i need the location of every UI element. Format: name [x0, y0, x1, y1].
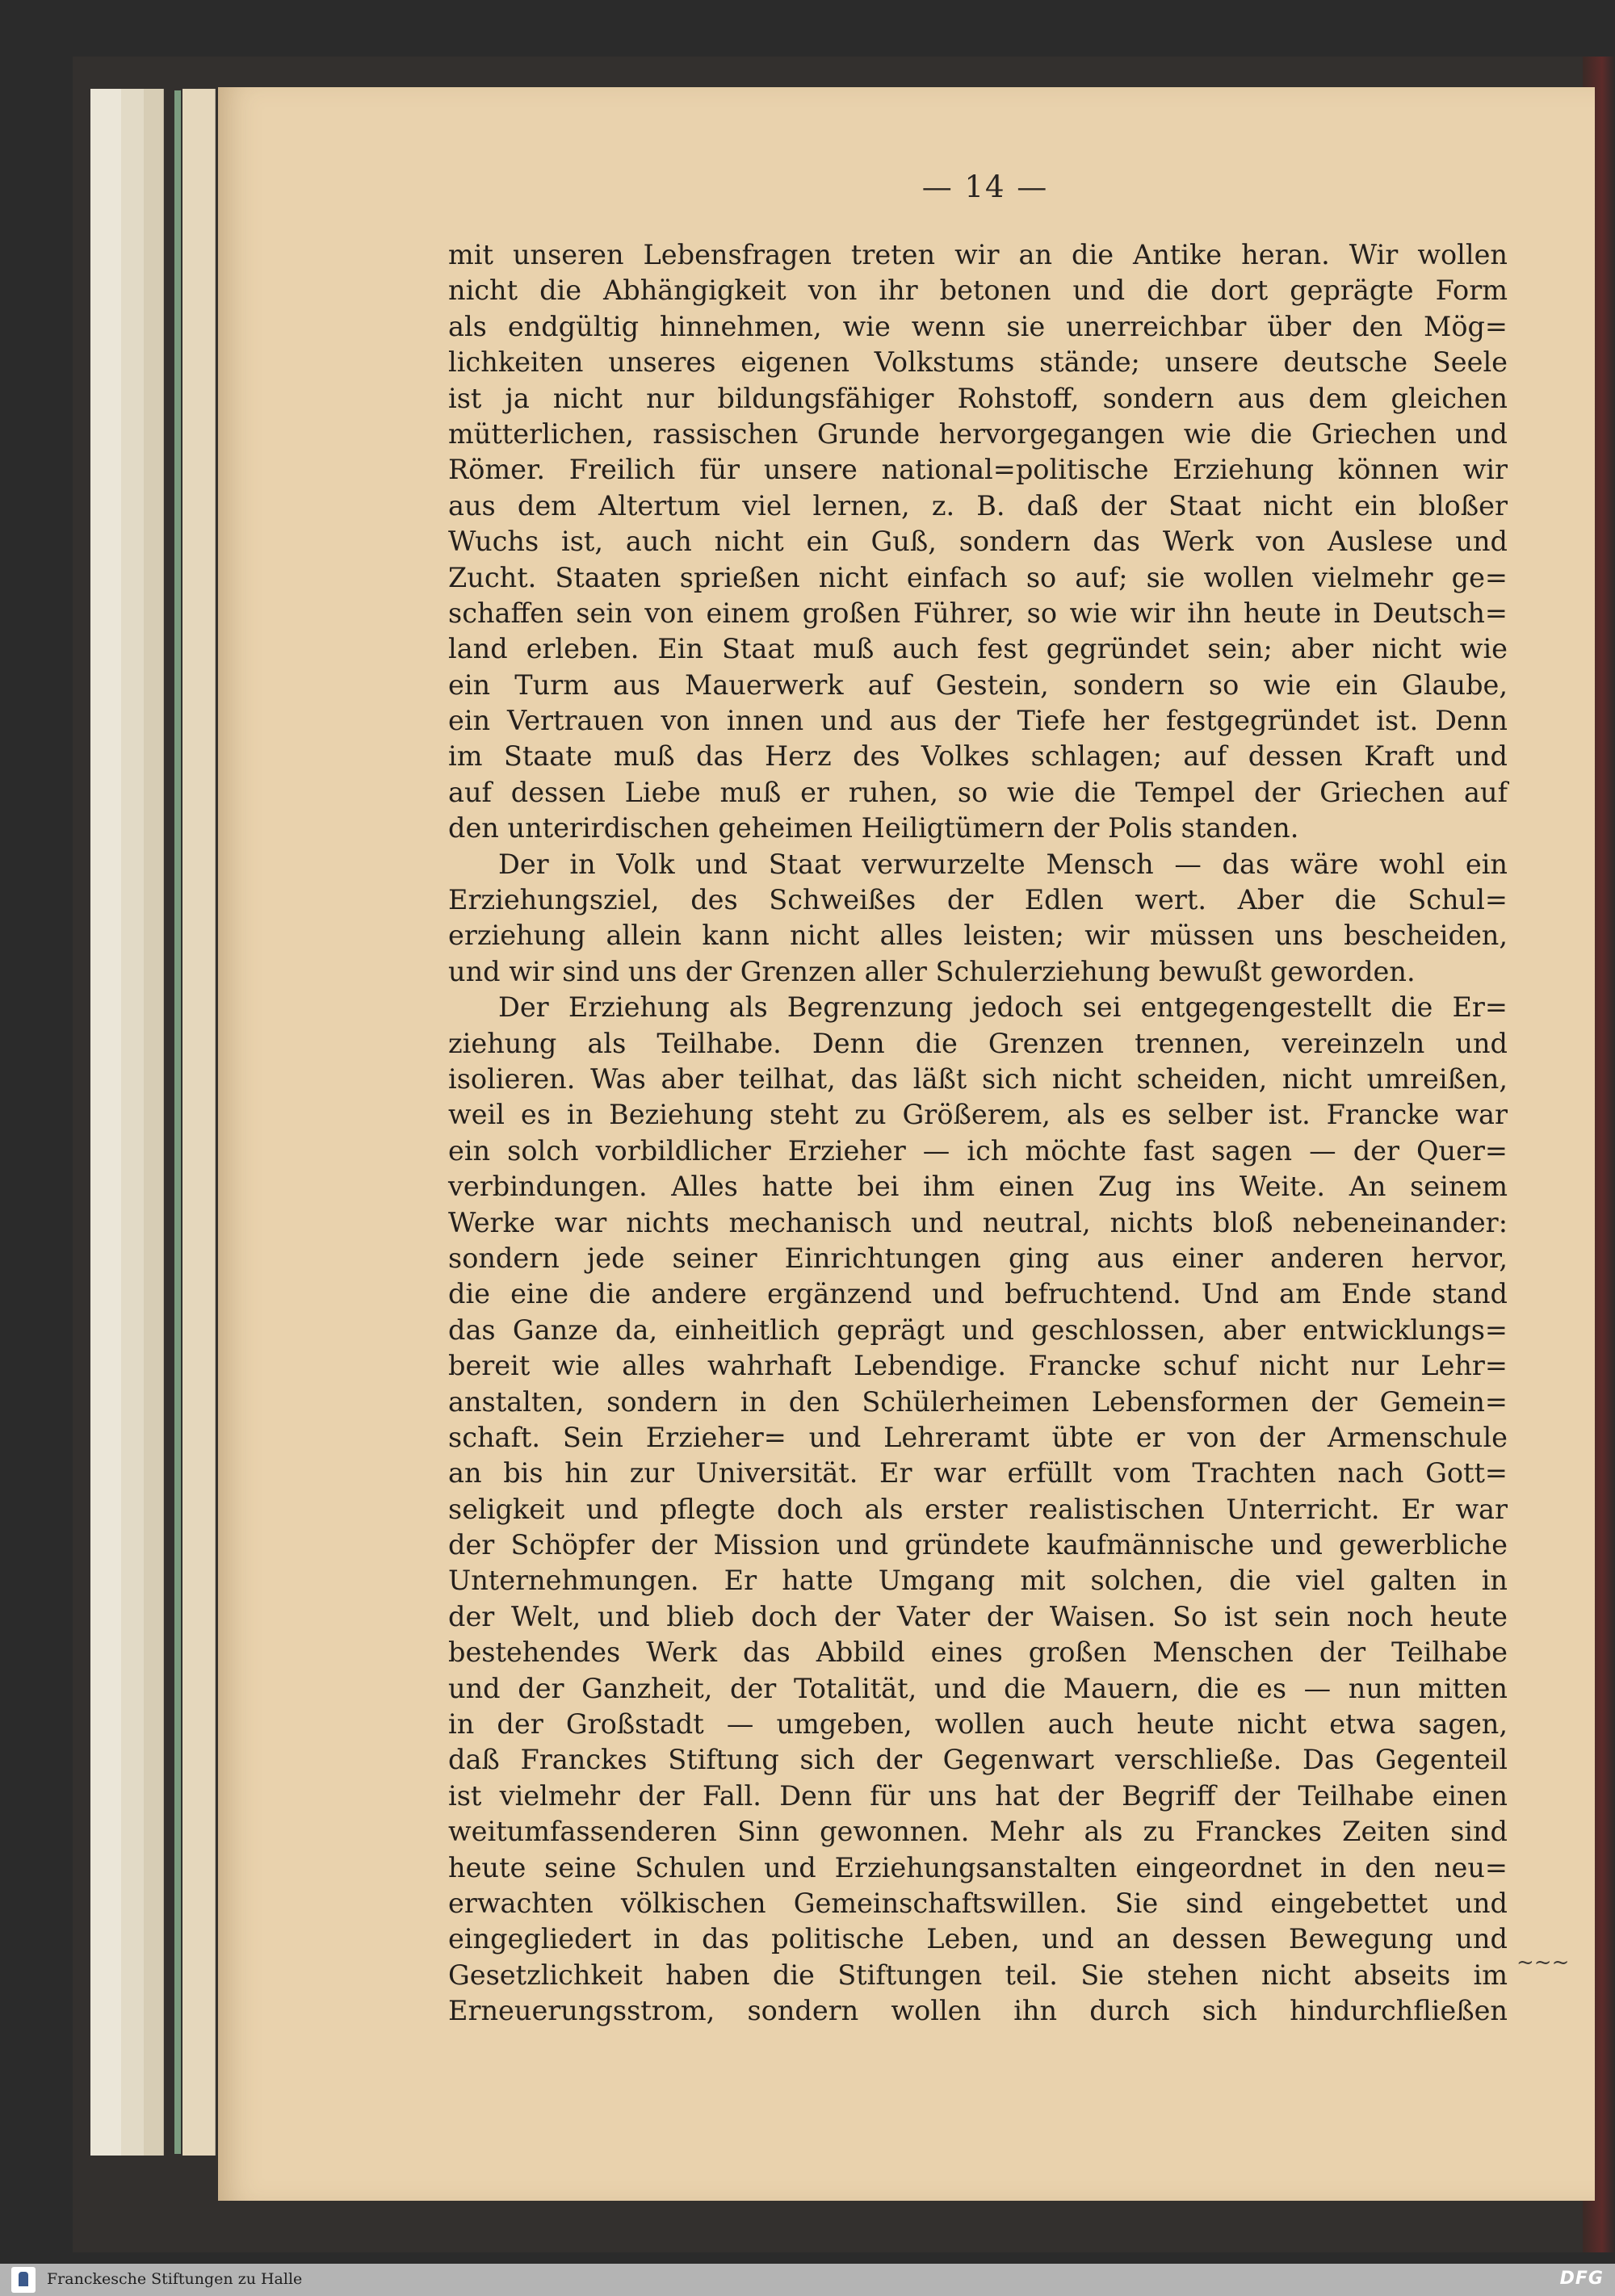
- text-line: sondern jede seiner Einrichtungen ging aus einer anderen hervor,: [448, 1242, 1508, 1274]
- text-line: ein solch vorbildlicher Erzieher — ich möchte fast sagen — der Quer=: [448, 1134, 1508, 1167]
- page-edge-bookmark: [174, 90, 181, 2154]
- text-line: Römer. Freilich für unsere national=politische Erziehung können wir: [448, 454, 1508, 486]
- text-line: mit unseren Lebensfragen treten wir an die Antike heran. Wir wollen: [448, 239, 1508, 270]
- text-line: aus dem Altertum viel lernen, z. B. daß der Staat nicht ein bloßer: [448, 489, 1508, 522]
- text-line: mütterlichen, rassischen Grunde hervorgegangen wie die Griechen und: [448, 417, 1508, 450]
- text-line: bestehendes Werk das Abbild eines großen Menschen der Teilhabe: [448, 1636, 1508, 1669]
- institution-logo-icon[interactable]: [11, 2267, 36, 2293]
- text-line: Erneuerungsstrom, sondern wollen ihn durch sich hindurchfließen: [448, 1995, 1508, 2027]
- text-line: der Schöpfer der Mission und gründete kaufmännische und gewerbliche: [448, 1529, 1508, 1561]
- text-line: heute seine Schulen und Erziehungsanstalten eingeordnet in den neu=: [448, 1851, 1508, 1883]
- text-line: der Welt, und blieb doch der Vater der Waisen. So ist sein noch heute: [448, 1600, 1508, 1632]
- footer-bar: [0, 2264, 1615, 2296]
- text-line: in der Großstadt — umgeben, wollen auch heute nicht etwa sagen,: [448, 1708, 1508, 1741]
- text-line: lichkeiten unseres eigenen Volkstums stände; unsere deutsche Seele: [448, 346, 1508, 379]
- text-line: und wir sind uns der Grenzen aller Schulerziehung bewußt geworden.: [448, 955, 1416, 987]
- institution-name: Franckesche Stiftungen zu Halle: [47, 2270, 303, 2288]
- text-line: nicht die Abhängigkeit von ihr betonen und die dort geprägte Form: [448, 274, 1508, 307]
- text-line: Werke war nichts mechanisch und neutral, nichts bloß nebeneinander:: [448, 1206, 1508, 1238]
- text-line: Unternehmungen. Er hatte Umgang mit solchen, die viel galten in: [448, 1565, 1508, 1597]
- text-line: Gesetzlichkeit haben die Stiftungen teil. Sie stehen nicht abseits im: [448, 1959, 1508, 1991]
- text-line: isolieren. Was aber teilhat, das läßt sich nicht scheiden, nicht umreißen,: [448, 1062, 1508, 1095]
- text-line: ein Turm aus Mauerwerk auf Gestein, sondern so wie ein Glaube,: [448, 668, 1508, 701]
- text-line: Zucht. Staaten sprießen nicht einfach so auf; sie wollen vielmehr ge=: [448, 561, 1508, 593]
- text-line: ziehung als Teilhabe. Denn die Grenzen trennen, vereinzeln und: [448, 1027, 1508, 1059]
- text-line: Der in Volk und Staat verwurzelte Mensch — das wäre wohl ein: [498, 848, 1508, 880]
- body-text: [448, 237, 1508, 2030]
- text-line: den unterirdischen geheimen Heiligtümern der Polis standen.: [448, 812, 1299, 844]
- text-line: im Staate muß das Herz des Volkes schlagen; auf dessen Kraft und: [448, 740, 1508, 773]
- text-line: land erleben. Ein Staat muß auch fest gegründet sein; aber nicht wie: [448, 633, 1508, 665]
- text-line: seligkeit und pflegte doch als erster realistischen Unterricht. Er war: [448, 1493, 1508, 1525]
- text-line: erwachten völkischen Gemeinschaftswillen. Sie sind eingebettet und: [448, 1887, 1508, 1919]
- page-edge: [144, 89, 164, 2156]
- text-line: und der Ganzheit, der Totalität, und die Mauern, die es — nun mitten: [448, 1672, 1508, 1704]
- text-line: eingegliedert in das politische Leben, und an dessen Bewegung und: [448, 1923, 1508, 1955]
- text-line: erziehung allein kann nicht alles leisten; wir müssen uns bescheiden,: [448, 920, 1508, 952]
- text-line: an bis hin zur Universität. Er war erfüllt vom Trachten nach Gott=: [448, 1457, 1508, 1489]
- text-line: Erziehungsziel, des Schweißes der Edlen wert. Aber die Schul=: [448, 884, 1508, 916]
- text-line: ist vielmehr der Fall. Denn für uns hat der Begriff der Teilhabe einen: [448, 1779, 1508, 1812]
- text-line: Der Erziehung als Begrenzung jedoch sei entgegengestellt die Er=: [498, 991, 1508, 1024]
- text-line: verbindungen. Alles hatte bei ihm einen Zug ins Weite. An seinem: [448, 1171, 1508, 1203]
- text-line: auf dessen Liebe muß er ruhen, so wie die Tempel der Griechen auf: [448, 776, 1508, 808]
- text-line: die eine die andere ergänzend und befruchtend. Und am Ende stand: [448, 1278, 1508, 1310]
- text-line: weil es in Beziehung steht zu Größerem, als es selber ist. Francke war: [448, 1099, 1508, 1131]
- text-line: weitumfassenderen Sinn gewonnen. Mehr als zu Franckes Zeiten sind: [448, 1816, 1508, 1848]
- text-line: schaft. Sein Erzieher= und Lehreramt übte er von der Armenschule: [448, 1421, 1508, 1453]
- text-line: bereit wie alles wahrhaft Lebendige. Francke schuf nicht nur Lehr=: [448, 1350, 1508, 1382]
- text-line: anstalten, sondern in den Schülerheimen Lebensformen der Gemein=: [448, 1385, 1508, 1418]
- page-edge: [182, 89, 216, 2156]
- margin-annotation: ~~~: [1516, 1950, 1570, 1975]
- text-line: das Ganze da, einheitlich geprägt und geschlossen, aber entwicklungs=: [448, 1313, 1508, 1346]
- text-line: ist ja nicht nur bildungsfähiger Rohstoff, sondern aus dem gleichen: [448, 382, 1508, 414]
- page-number: — 14 —: [921, 170, 1049, 204]
- text-line: ein Vertrauen von innen und aus der Tiefe her festgegründet ist. Denn: [448, 705, 1508, 737]
- text-line: schaffen sein von einem großen Führer, so wie wir ihn heute in Deutsch=: [448, 597, 1508, 629]
- text-line: Wuchs ist, auch nicht ein Guß, sondern das Werk von Auslese und: [448, 526, 1508, 558]
- dfg-logo[interactable]: DFG: [1559, 2269, 1604, 2289]
- text-line: daß Franckes Stiftung sich der Gegenwart verschließe. Das Gegenteil: [448, 1744, 1508, 1776]
- text-line: als endgültig hinnehmen, wie wenn sie unerreichbar über den Mög=: [448, 310, 1508, 342]
